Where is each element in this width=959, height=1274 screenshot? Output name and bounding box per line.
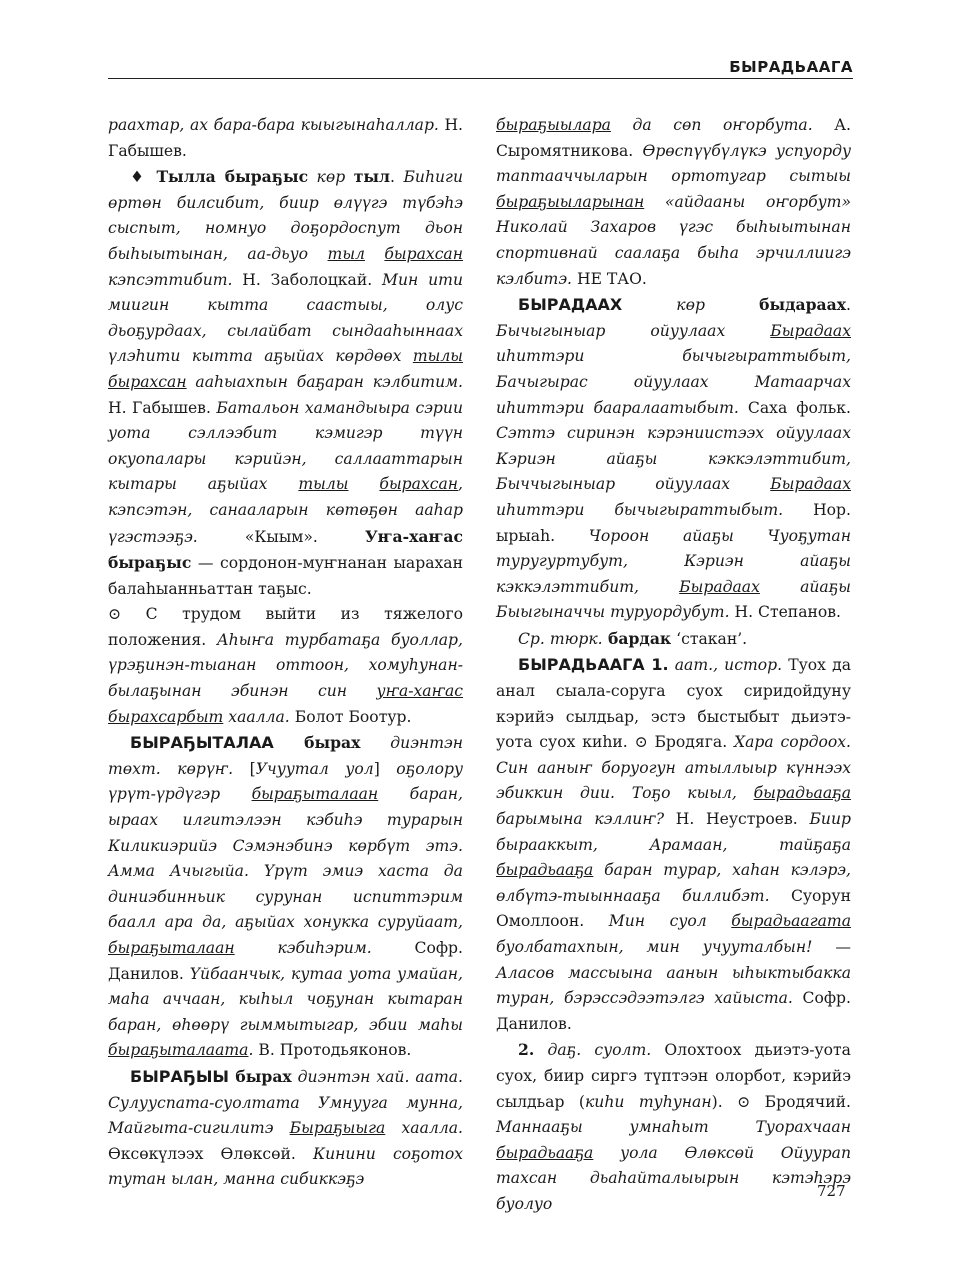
text-run: баран, ыраах илгитэлээн кэбиһэ турарын Киликиэрийэ Сэмэнэбинэ көрбүт этэ. Амма Ачыгыйа.: [108, 785, 468, 881]
text-run: иһиттэри бычыгыраттыбыт, Бачыгырас ойуулаах Матаарчах иһиттэри бааралаатыбыт.: [496, 321, 856, 417]
text-run: Үйбаанчык, кутаа уота умайан, маһа аччаан, кыһыл чоҕунан кытаран баран, өһөөрү гыммытыгар, эбии маһы: [108, 964, 468, 1034]
text-run: .: [248, 1041, 254, 1060]
text-run: Мин суол: [608, 912, 732, 931]
paragraph: [496, 626, 851, 653]
paragraph: [108, 602, 468, 730]
text-run: тыл: [353, 167, 391, 187]
text-run: тыл: [327, 244, 365, 263]
text-run: [348, 475, 379, 493]
text-run: В. Протодьяконов.: [253, 1041, 412, 1060]
text-run: Бырадаах: [770, 321, 851, 340]
text-run: Софр. Данилов.: [108, 939, 468, 983]
text-run: бырах: [273, 733, 361, 753]
text-run: Сэттэ сиринэн кэрэниистээх ойуулаах Кэриэн айаҕы кэккэлэттибит, Быччыгыныар ойуулаах: [496, 424, 856, 494]
text-run: кэпсэттибит.: [108, 244, 468, 289]
text-run: Н. Неустроев.: [664, 810, 810, 829]
right-column: [496, 113, 856, 1218]
text-run: [: [249, 759, 256, 778]
text-run: Суорун Омоллоон.: [496, 886, 856, 931]
paragraph: [496, 292, 856, 626]
text-run: да сөп оҥорбута.: [610, 116, 813, 134]
text-run: Аһыҥа турбатаҕа буоллар, үрэҕинэн-тыанан оттоон, хомуһунан-былаҕынан эбинэн син: [108, 630, 468, 701]
page-number: 727: [817, 1182, 846, 1200]
text-run: Нор. ырыаһ.: [496, 500, 856, 545]
text-run: Н. Заболоцкай.: [232, 270, 383, 289]
text-run: Учуутал уол: [255, 759, 374, 778]
text-run: оҕолору үрүт-үрдүгэр: [108, 759, 468, 804]
text-run: Н. Степанов.: [729, 603, 842, 622]
text-run: Үрүт эмиэ хаста да диниэбинньик сурунан испиттэрим баалл ара да, аҕыйах хонукка суруйаат,: [108, 862, 468, 932]
text-run: «айдааны оҥорбут» Николай Захаров үгэс быһыытынан спортивнай саалаҕа быһа эрчиллиигэ кэлбитэ.: [496, 192, 856, 288]
text-run: Бырадаах: [770, 475, 851, 494]
text-run: көр: [308, 168, 354, 187]
text-run: Чороон айаҕы Чуоҕутан туругуртубут, Кэриэн айаҕы кэккэлэттибит,: [496, 526, 856, 596]
text-run: быраҕыталаан: [251, 785, 379, 804]
text-run: хаалла.: [223, 707, 290, 726]
left-column: [108, 113, 469, 1193]
text-run: Маннааҕы умнаһыт Туорахчаан: [496, 1118, 856, 1137]
text-run: ‘стакан’.: [671, 629, 748, 648]
text-run: «Кыым».: [197, 527, 365, 546]
text-run: тылы: [298, 475, 349, 494]
text-run: .: [390, 168, 404, 187]
paragraph: [108, 730, 468, 1064]
text-run: [365, 245, 384, 263]
text-run: быраҕыталаата: [108, 1041, 249, 1060]
paragraph: [108, 113, 468, 164]
text-run: бырахсан: [108, 372, 187, 391]
entry-headword: БЫРАҔЫТАЛАА: [130, 733, 274, 753]
text-run: Болот Боотур.: [289, 707, 412, 726]
text-run: быдараах: [759, 295, 847, 315]
text-run: Бырадаах: [679, 577, 760, 596]
text-run: иһиттэри бычыгыраттыбыт.: [496, 475, 856, 519]
text-run: тылы: [412, 347, 463, 366]
text-run: Мин ити миигин кытта саастыы, олус дьоҕурдаах, сылайбат сындааһыннаах үлэһити кытта аҕыйах көрдөөх: [108, 270, 468, 366]
paragraph: [108, 1064, 468, 1193]
text-run: диэнтэн хай. аата.: [291, 1067, 468, 1086]
text-run: бырахсан: [379, 475, 459, 494]
text-run: Ср. тюрк.: [518, 629, 603, 648]
text-run: Бычыгыныар ойуулаах: [496, 321, 771, 340]
text-run: бырадьаагата: [731, 912, 851, 931]
text-run: Туох да анал сыала-соруга суох сиридойдуну кэрийэ сылдьар, эстэ быстыбыт дьиэтэ-уота суох киһи. ⊙ Бродяга.: [496, 656, 856, 752]
text-run: уҥа-хаҥас: [376, 682, 463, 701]
text-run: Быраҕыыга: [289, 1119, 386, 1138]
text-run: Олохтоох дьиэтэ-уота суох, биир сиргэ түптээн олорбот, кэрийэ сылдьар (: [496, 1041, 856, 1111]
entry-headword: БЫРАДААХ: [518, 295, 623, 315]
text-run: Биир бырааккыт, Арамаан, тайҕаҕа: [496, 810, 856, 854]
text-run: бырадьааҕа: [496, 1143, 594, 1162]
text-run: киһи туһунан: [584, 1092, 712, 1111]
paragraph: [108, 164, 469, 602]
text-run: даҕ. суолт.: [534, 1041, 652, 1060]
text-run: Софр. Данилов.: [496, 989, 856, 1033]
text-run: Н. Габышев.: [108, 116, 468, 160]
text-run: ]: [373, 759, 397, 778]
text-run: уола Өлөксөй Ойуурап тахсан дьаһайталыырын кэтэһэрэ буолуо: [496, 1143, 856, 1213]
text-run: Өксөкүлээх Өлөксөй.: [108, 1119, 468, 1163]
text-run: Өрөспүүбүлүкэ успуорду таптааччыларын ортотугар сытыы: [496, 141, 856, 186]
text-run: быраҕыталаан: [108, 939, 235, 957]
text-run: айаҕы Быыгыначчы туруордубут.: [496, 577, 856, 622]
text-run: Саха фольк.: [738, 398, 856, 417]
text-run: бырадьааҕа: [753, 784, 851, 803]
running-title: БЫРАДЬААГА: [729, 58, 853, 76]
text-run: Батальон хамандыыра сэрии уота сэллээбит кэмигэр түүн окуопалары кэрийэн, саллааттарын кытары аҕыйах: [108, 398, 468, 494]
text-run: .: [846, 296, 856, 315]
text-run: бырахсарбыт: [108, 707, 224, 726]
text-run: 2.: [518, 1040, 535, 1060]
entry-headword: БЫРАДЬААГА 1.: [518, 655, 669, 675]
text-run: раахтар, ах бара-бара кыыгынаһаллар.: [108, 116, 439, 134]
text-run: хаалла.: [385, 1119, 463, 1138]
text-run: , кэпсэтэн, санааларын көтөҕөн ааһар үгэстээҕэ.: [108, 475, 468, 546]
text-run: бырадьааҕа: [496, 861, 594, 880]
text-run: ⊙ С трудом выйти из тяжелого положения.: [108, 605, 468, 649]
text-run: бырахсан: [384, 244, 463, 263]
text-run: быраҕыыларынан: [496, 192, 645, 211]
text-run: ♦ Тылла быраҕыс: [130, 167, 309, 187]
text-run: кэбиһэрим.: [234, 939, 372, 957]
text-run: [463, 347, 468, 365]
text-run: [463, 682, 468, 700]
text-run: Хара сордоох. Син ааныҥ боруогун атыллыыр күннээх эбиккин дии. Тоҕо кыыл,: [496, 733, 856, 803]
text-run: Н. Габышев.: [108, 372, 468, 417]
text-run: бардак: [602, 628, 672, 648]
entry-headword: БЫРАҔЫЫ: [130, 1066, 229, 1086]
text-run: А. Сыромятникова.: [496, 116, 856, 160]
text-run: аат., истор.: [668, 656, 783, 675]
text-run: Сулууспата-суолтата Умнууга мунна, Майгыта-сигилитэ: [108, 1093, 468, 1138]
text-run: Кинини соҕотох тутан ылан, манна сибиккэҕэ: [108, 1144, 468, 1189]
text-run: быраҕыылара: [496, 116, 611, 134]
running-head: [108, 52, 853, 79]
paragraph: [496, 113, 856, 292]
text-run: Биһиги өртөн билсибит, биир өлүүгэ түбэһэ сыспыт, номнуо доҕордоспут дьон быһыытынан, аа-дьуо: [108, 168, 468, 263]
text-run: ааһыахпын баҕаран кэлбитим.: [186, 372, 463, 391]
text-run: диэнтэн төхт. көрүҥ.: [108, 734, 468, 778]
paragraph: [496, 1037, 856, 1217]
text-run: — сордонон-муҥнанан ыарахан балаһыанньаттан таҕыс.: [108, 554, 468, 598]
text-run: барымына кэллиҥ?: [496, 784, 856, 829]
text-run: көр: [622, 296, 760, 315]
text-run: баран турар, хаһан кэлэрэ, өлбүтэ-тыыннааҕа биллибэт.: [496, 861, 856, 905]
paragraph: [496, 652, 856, 1037]
text-run: бырах: [228, 1066, 292, 1086]
text-run: НЕ ТАО.: [572, 269, 647, 288]
text-run: ). ⊙ Бродячий.: [711, 1092, 856, 1111]
text-run: буолбатахпын, мин учууталбын! — Аласов массыына аанын ыһыктыбакка туран, бэрэссэдээтэлгэ хайыста.: [496, 912, 856, 1008]
text-run: Уҥа-хаҥас быраҕыс: [108, 526, 469, 573]
